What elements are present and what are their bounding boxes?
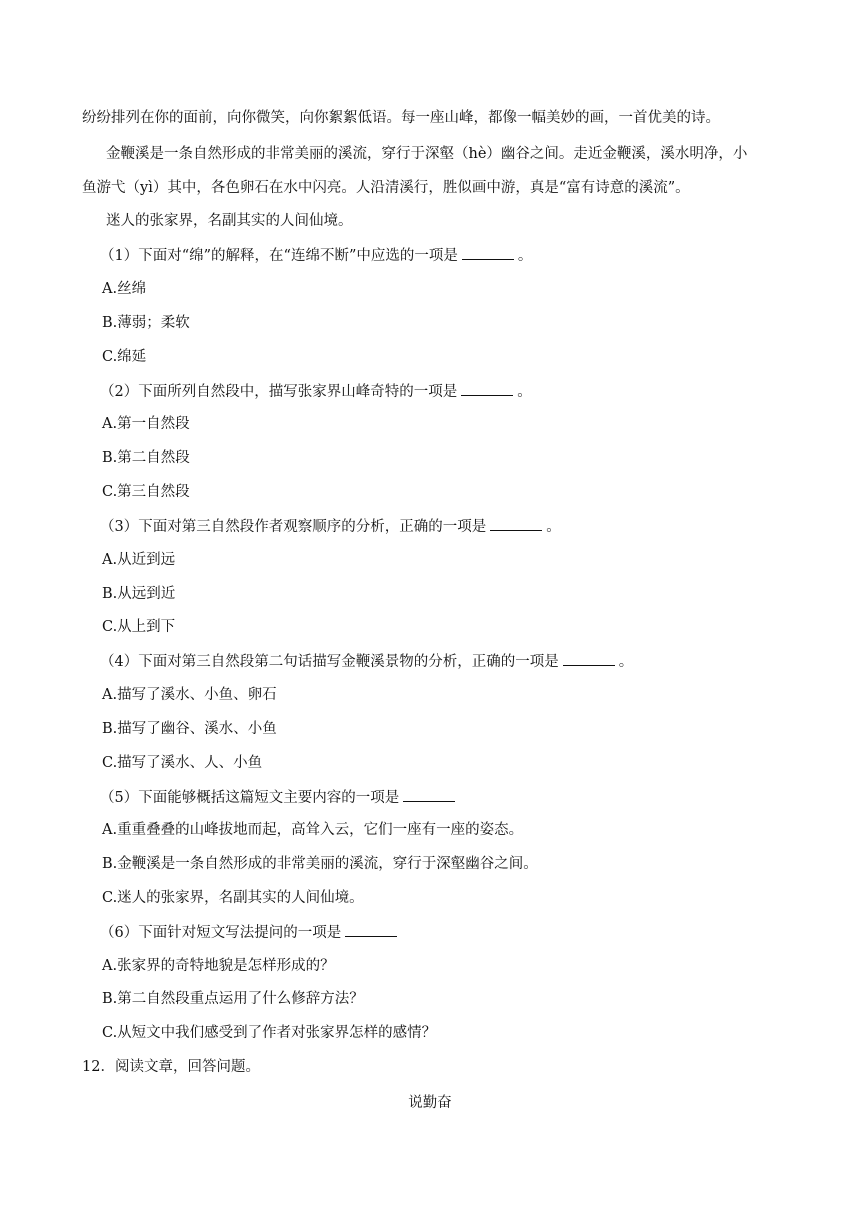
question-12-heading: 12．阅读文章，回答问题。 bbox=[82, 1059, 260, 1075]
question-2-blank[interactable] bbox=[461, 381, 513, 396]
question-5 bbox=[100, 787, 459, 808]
question-4-option-a: A.描写了溪水、小鱼、卵石 bbox=[102, 687, 277, 703]
question-4-stem: （4）下面对第三自然段第二句话描写金鞭溪景物的分析，正确的一项是 bbox=[100, 654, 559, 670]
question-6-option-a: A.张家界的奇特地貌是怎样形成的？ bbox=[102, 958, 335, 974]
question-1-suffix: 。 bbox=[517, 248, 533, 264]
question-1 bbox=[100, 245, 532, 266]
question-4 bbox=[100, 651, 633, 672]
question-6-stem: （6）下面针对短文写法提问的一项是 bbox=[100, 925, 342, 941]
question-4-blank[interactable] bbox=[563, 651, 615, 666]
passage-paragraph-4: 迷人的张家界，名副其实的人间仙境。 bbox=[106, 213, 353, 229]
question-2-option-a: A.第一自然段 bbox=[102, 416, 190, 432]
question-3-option-a: A.从近到远 bbox=[102, 552, 176, 568]
question-2-option-c: C.第三自然段 bbox=[102, 484, 190, 500]
question-6-option-c: C.从短文中我们感受到了作者对张家界怎样的感情？ bbox=[102, 1025, 437, 1041]
question-6-blank[interactable] bbox=[345, 922, 397, 937]
question-5-stem: （5）下面能够概括这篇短文主要内容的一项是 bbox=[100, 790, 400, 806]
question-4-suffix: 。 bbox=[618, 654, 634, 670]
question-6-option-b: B.第二自然段重点运用了什么修辞方法？ bbox=[102, 991, 364, 1007]
question-2-stem: （2）下面所列自然段中，描写张家界山峰奇特的一项是 bbox=[100, 384, 458, 400]
question-5-option-a: A.重重叠叠的山峰拔地而起，高耸入云，它们一座有一座的姿态。 bbox=[102, 822, 524, 838]
passage-paragraph-3-line-2: 鱼游弋（yì）其中，各色卵石在水中闪亮。人沿清溪行，胜似画中游，真是“富有诗意的溪流”。 bbox=[82, 180, 690, 196]
question-3-option-c: C.从上到下 bbox=[102, 619, 176, 635]
question-3-suffix: 。 bbox=[546, 519, 561, 535]
question-1-option-b: B.薄弱；柔软 bbox=[102, 315, 190, 331]
question-6 bbox=[100, 922, 401, 943]
question-3-blank[interactable] bbox=[490, 516, 542, 531]
passage-paragraph-2-tail: 纷纷排列在你的面前，向你微笑，向你絮絮低语。每一座山峰，都像一幅美妙的画，一首优美的诗。 bbox=[82, 110, 720, 126]
question-3-option-b: B.从远到近 bbox=[102, 586, 176, 602]
question-2-option-b: B.第二自然段 bbox=[102, 450, 190, 466]
question-1-stem: （1）下面对“绵”的解释，在“连绵不断”中应选的一项是 bbox=[100, 248, 458, 264]
question-2 bbox=[100, 381, 532, 402]
question-5-option-c: C.迷人的张家界，名副其实的人间仙境。 bbox=[102, 890, 364, 906]
question-5-blank[interactable] bbox=[403, 787, 455, 802]
question-3-stem: （3）下面对第三自然段作者观察顺序的分析，正确的一项是 bbox=[100, 519, 487, 535]
question-2-suffix: 。 bbox=[517, 384, 532, 400]
question-1-option-a: A.丝绵 bbox=[102, 281, 147, 297]
passage-paragraph-3-line-1: 金鞭溪是一条自然形成的非常美丽的溪流，穿行于深壑（hè）幽谷之间。走近金鞭溪，溪水明净，小 bbox=[106, 146, 748, 162]
question-3 bbox=[100, 516, 561, 537]
article-title: 说勤奋 bbox=[408, 1095, 452, 1111]
question-4-option-b: B.描写了幽谷、溪水、小鱼 bbox=[102, 721, 277, 737]
question-5-option-b: B.金鞭溪是一条自然形成的非常美丽的溪流，穿行于深壑幽谷之间。 bbox=[102, 856, 538, 872]
question-1-option-c: C.绵延 bbox=[102, 349, 147, 365]
question-4-option-c: C.描写了溪水、人、小鱼 bbox=[102, 755, 263, 771]
question-1-blank[interactable] bbox=[462, 245, 514, 260]
